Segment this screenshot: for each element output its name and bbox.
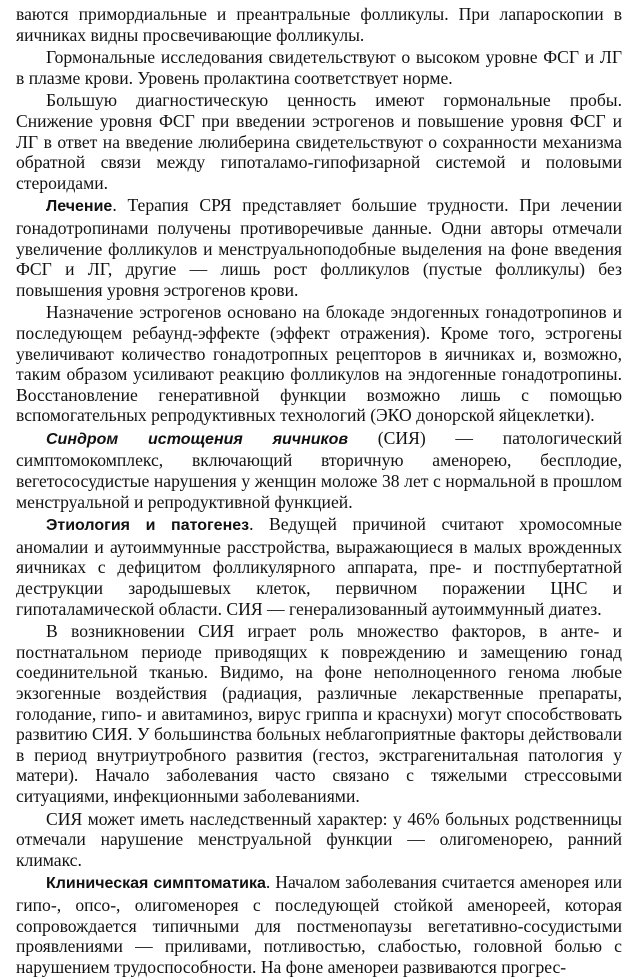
- paragraph-hormonal-tests: [16, 90, 622, 193]
- paragraph-body: . Началом заболевания считается аменорея или гипо-, опсо-, олигоменорея с последующей стойкой аменореей, которая сопровождается типичными для постменопаузы вегетативно-сосудистыми проявлениями — приливами, потливостью, слабостью, головной болью с нарушением трудоспособности. На фоне аменореи развиваются прогрес-: [16, 872, 622, 977]
- term-ovarian-exhaustion-syndrome: Синдром истощения яичников: [46, 430, 349, 448]
- document-page: [16, 4, 622, 979]
- paragraph-body: ваются примордиальные и преантральные фолликулы. При лапароскопии в яичниках видны просвечивающие фолликулы.: [16, 4, 622, 45]
- section-heading-etiology: Этиология и патогенез: [46, 517, 250, 535]
- paragraph-body: В возникновении СИЯ играет роль множество факторов, в анте- и постнатальном периоде приводящих к повреждению и замещению гонад соединительной тканью. Видимо, на фоне неполноценного генома любые экзогенные воздействия (радиация, различные лекарственные препараты, голодание, гипо- и авитаминоз, вирус гриппа и краснухи) могут способствовать развитию СИЯ. У большинства больных неблагоприятные факторы действовали в период внутриутробного развития (гестоз, экстрагенитальная патология у матери). Начало заболевания часто связано с тяжелыми стрессовыми ситуациями, инфекционными заболеваниями.: [16, 621, 622, 806]
- section-heading-clinical-symptoms: Клиническая симптоматика: [46, 875, 266, 893]
- paragraph-etiology: [16, 514, 622, 619]
- paragraph-body: (СИЯ) — патологический симптомокомплекс, включающий вторичную аменорею, бесплодие, вегетососудистые нарушения у женщин моложе 38 лет с нормальной в прошлом менструальной и репродуктивной функцией.: [16, 427, 622, 512]
- paragraph-estrogens: [16, 302, 622, 426]
- paragraph-treatment: [16, 195, 622, 300]
- paragraph-body: СИЯ может иметь наследственный характер: у 46% больных родственницы отмечали нарушение менструальной функции — олигоменорею, ранний климакс.: [16, 808, 622, 870]
- paragraph-factors: [16, 621, 622, 806]
- paragraph-clinical-symptoms: [16, 872, 622, 977]
- paragraph-body: Гормональные исследования свидетельствуют о высоком уровне ФСГ и ЛГ в плазме крови. Уровень пролактина соответствует норме.: [16, 47, 622, 88]
- section-heading-treatment: Лечение: [46, 198, 113, 216]
- paragraph-body: Назначение эстрогенов основано на блокаде эндогенных гонадотропинов и последующем ребаунд-эффекте (эффект отражения). Кроме того, эстрогены увеличивают количество гонадотропных рецепторов в яичниках и, возможно, таким образом усиливают реакцию фолликулов на эндогенные гонадотропины. Восстановление генеративной функции возможно лишь с помощью вспомогательных репродуктивных технологий (ЭКО донорской яйцеклетки).: [16, 302, 622, 426]
- paragraph-body: . Ведущей причиной считают хромосомные аномалии и аутоиммунные расстройства, выражающиеся в малых врожденных яичниках с дефицитом фолликулярного аппарата, пре- и постпубертатной деструкции зародышевых клеток, первичном поражении ЦНС и гипоталамической области. СИЯ — генерализованный аутоиммунный диатез.: [16, 514, 622, 619]
- paragraph-body: Большую диагностическую ценность имеют гормональные пробы. Снижение уровня ФСГ при введении эстрогенов и повышение уровня ФСГ и ЛГ в ответ на введение люлиберина свидетельствуют о сохранности механизма обратной связи между гипоталамо-гипофизарной системой и половыми стероидами.: [16, 90, 622, 193]
- paragraph-body: . Терапия СРЯ представляет большие трудности. При лечении гонадотропинами получены противоречивые данные. Одни авторы отмечали увеличение фолликулов и менструальноподобные выделения на фоне введения ФСГ и ЛГ, другие — лишь рост фолликулов (пустые фолликулы) без повышения уровня эстрогенов крови.: [16, 195, 622, 300]
- paragraph-continuation: [16, 4, 622, 45]
- paragraph-ovarian-exhaustion-definition: [16, 428, 622, 512]
- paragraph-heredity: [16, 809, 622, 871]
- paragraph-hormonal-studies: [16, 47, 622, 88]
